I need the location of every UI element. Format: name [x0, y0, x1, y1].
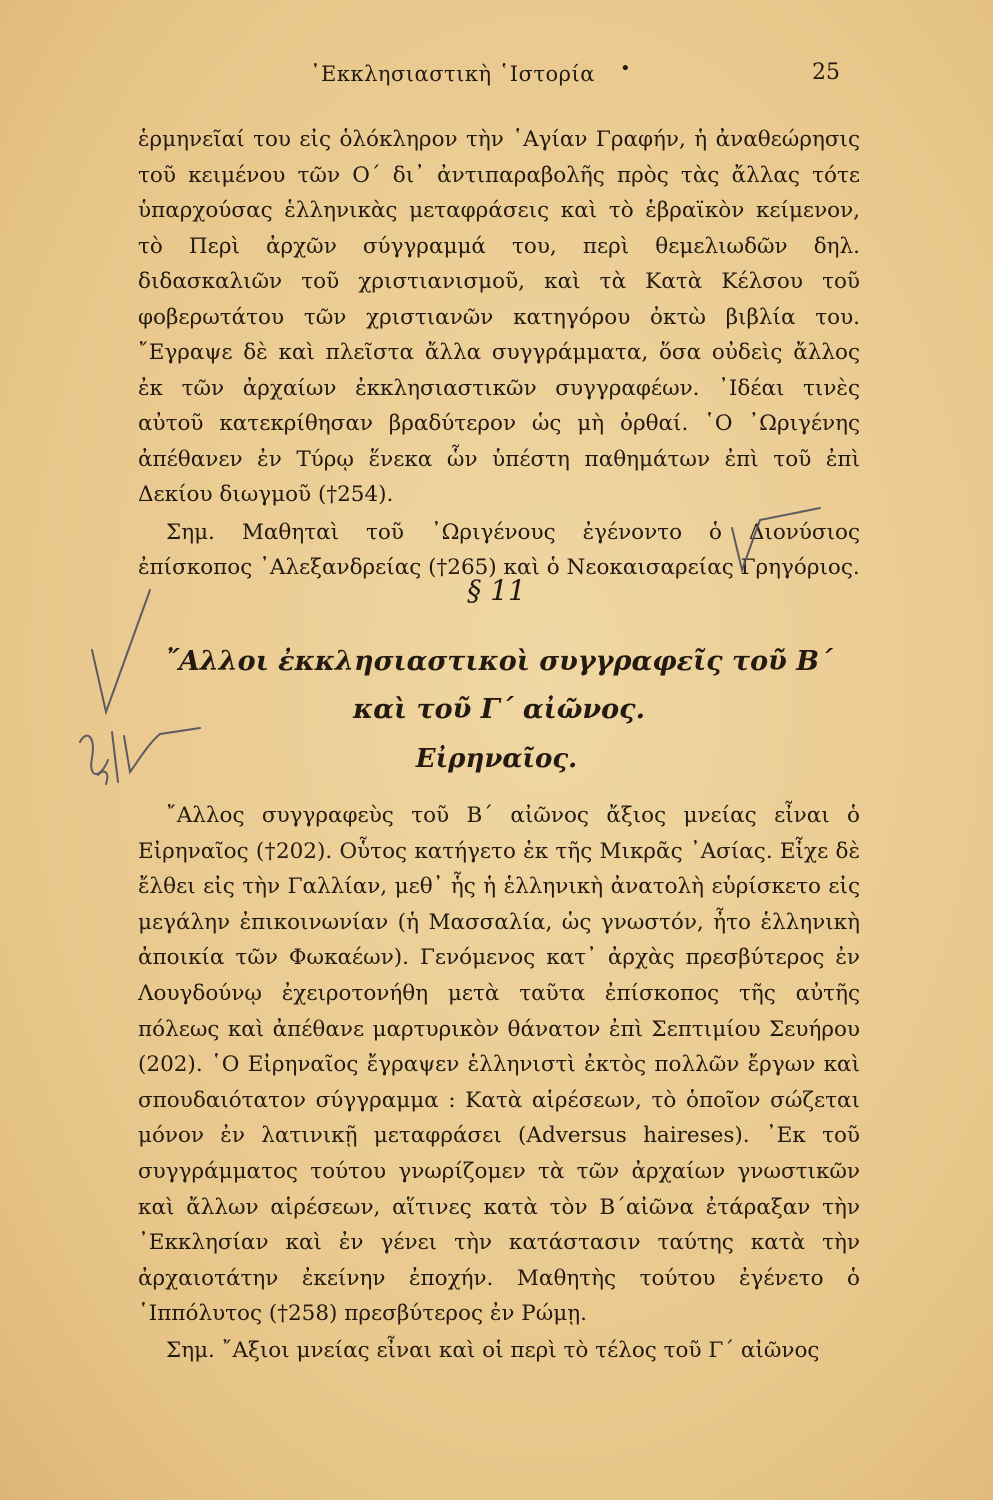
page-header: [0, 58, 993, 92]
section-title: ῎Αλλοι ἐκκλησιαστικοὶ συγγραφεῖς τοῦ Β΄ καὶ τοῦ Γ΄ αἰῶνος.: [165, 646, 833, 725]
origen-note: Σημ. Μαθηταὶ τοῦ ᾿Ωριγένους ἐγένοντο ὁ Διονύσιος ἐπίσκοπος ᾿Αλεξανδρείας (†265) καὶ ὁ Νεοκαισαρείας Γρηγόριος.: [138, 519, 860, 580]
page-number: 25: [812, 60, 840, 85]
origen-paragraph: ἑρμηνεῖαί του εἰς ὁλόκληρον τὴν ῾Αγίαν Γραφήν, ἡ ἀναθεώρησις τοῦ κειμένου τῶν Ο΄ δι᾿ ἀντιπαραβολῆς πρὸς τὰς ἄλλας τότε ὑπαρχούσας ἑλληνικὰς μεταφράσεις καὶ τὸ ἑβραϊκὸν κείμενον, τὸ Περὶ ἀρχῶν σύγγραμμά του, περὶ θεμελιωδῶν δηλ. διδασκαλιῶν τοῦ χριστιανισμοῦ, καὶ τὰ Κατὰ Κέλσου τοῦ φοβερωτάτου τῶν χριστιανῶν κατηγόρου ὀκτὼ βιβλία του. ῎Εγραψε δὲ καὶ πλεῖστα ἄλλα συγγράμματα, ὅσα οὐδεὶς ἄλλος ἐκ τῶν ἀρχαίων ἐκκλησιαστικῶν συγγραφέων. ᾿Ιδέαι τινὲς αὐτοῦ κατεκρίθησαν βραδύτερον ὡς μὴ ὀρθαί. ῾Ο ᾿Ωριγένης ἀπέθανεν ἐν Τύρῳ ἕνεκα ὧν ὑπέστη παθημάτων ἐπὶ τοῦ ἐπὶ Δεκίου διωγμοῦ (†254).: [138, 127, 860, 507]
irenaeus-heading: Εἰρηναῖος.: [415, 744, 578, 774]
irenaeus-text-block: [138, 798, 860, 1369]
ink-dot: •: [620, 58, 631, 79]
origen-text-block: [138, 122, 860, 586]
section-number: § 11: [467, 574, 526, 607]
closing-note: Σημ. ῎Αξιοι μνείας εἶναι καὶ οἱ περὶ τὸ τέλος τοῦ Γ΄ αἰῶνος: [166, 1337, 820, 1363]
irenaeus-paragraph: ῎Αλλος συγγραφεὺς τοῦ Β΄ αἰῶνος ἄξιος μνείας εἶναι ὁ Εἰρηναῖος (†202). Οὗτος κατήγετο ἐκ τῆς Μικρᾶς ᾿Ασίας. Εἶχε δὲ ἔλθει εἰς τὴν Γαλλίαν, μεθ᾿ ἧς ἡ ἑλληνικὴ ἀνατολὴ εὑρίσκετο εἰς μεγάλην ἐπικοινωνίαν (ἡ Μασσαλία, ὡς γνωστόν, ἦτο ἑλληνικὴ ἀποικία τῶν Φωκαέων). Γενόμενος κατ᾿ ἀρχὰς πρεσβύτερος ἐν Λουγδούνῳ ἐχειροτονήθη μετὰ ταῦτα ἐπίσκοπος τῆς αὐτῆς πόλεως καὶ ἀπέθανε μαρτυρικὸν θάνατον ἐπὶ Σεπτιμίου Σευήρου (202). ῾Ο Εἰρηναῖος ἔγραψεν ἑλληνιστὶ ἐκτὸς πολλῶν ἔργων καὶ σπουδαιότατον σύγγραμμα : Κατὰ αἱρέσεων, τὸ ὁποῖον σώζεται μόνον ἐν λατινικῇ μεταφράσει (Adversus haireses). ᾿Εκ τοῦ συγγράμματος τούτου γνωρίζομεν τὰ τῶν ἀρχαίων γνωστικῶν καὶ ἄλλων αἱρέσεων, αἵτινες κατὰ τὸν Β΄αἰῶνα ἐτάραξαν τὴν ᾿Εκκλησίαν καὶ ἐν γένει τὴν κατάστασιν ταύτης κατὰ τὴν ἀρχαιοτάτην ἐκείνην ἐποχήν. Μαθητὴς τούτου ἐγένετο ὁ ῾Ιππόλυτος (†258) πρεσβύτερος ἐν Ρώμῃ.: [138, 803, 860, 1327]
running-title: ᾿Εκκλησιαστικὴ ῾Ιστορία: [310, 62, 595, 86]
